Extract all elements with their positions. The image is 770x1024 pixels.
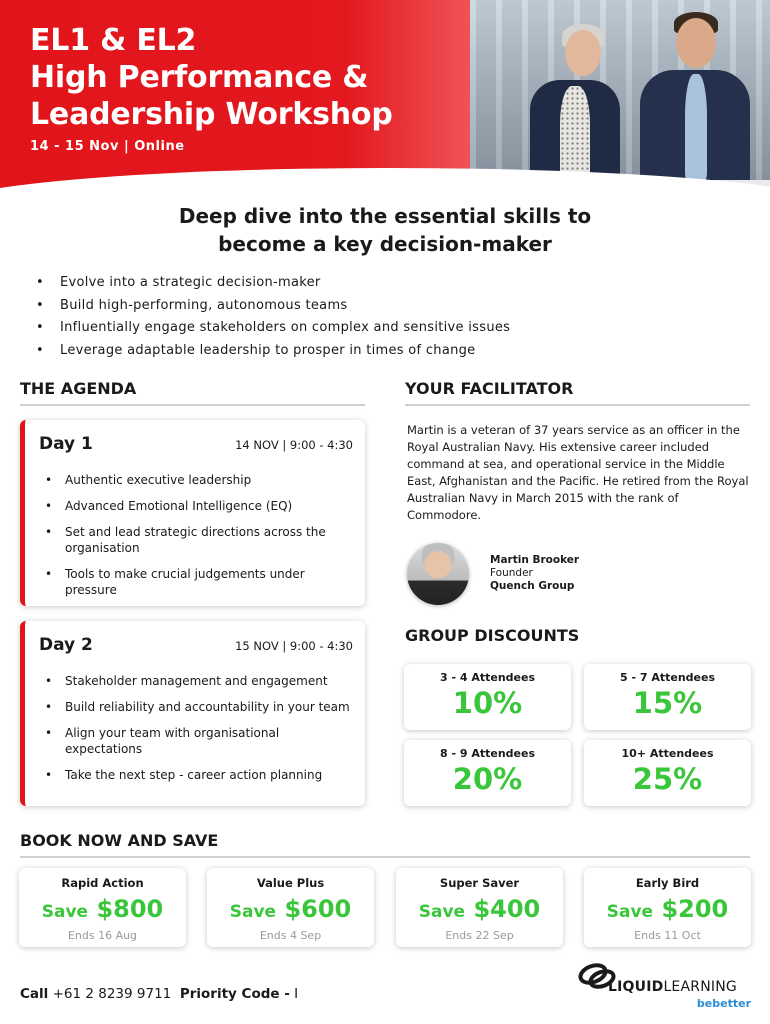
booking-deadline: Ends 11 Oct (634, 929, 701, 942)
phone-link[interactable]: +61 2 8239 9711 (52, 986, 172, 1002)
booking-saving: Save $800 (41, 895, 164, 923)
discount-value: 10% (452, 686, 523, 720)
day-2-card (20, 621, 365, 806)
list-item: • Align your team with organisational expectations (45, 725, 355, 757)
list-item: • Advanced Emotional Intelligence (EQ) (45, 498, 355, 514)
facilitator-photo (407, 543, 469, 605)
discount-tier (584, 740, 751, 806)
list-item: • Take the next step - career action planning (45, 767, 355, 783)
booking-deadline: Ends 16 Aug (67, 929, 138, 942)
agenda-heading: THE AGENDA (20, 379, 365, 406)
discount-label: 10+ Attendees (621, 747, 714, 760)
day-title: Day 2 (39, 635, 93, 655)
booking-deadline: Ends 4 Sep (259, 929, 322, 942)
list-item: • Stakeholder management and engagement (45, 673, 355, 689)
discount-label: 8 - 9 Attendees (439, 747, 536, 760)
discount-value: 25% (632, 762, 703, 796)
page-title: EL1 & EL2 High Performance & Leadership Workshop (30, 23, 393, 132)
booking-option[interactable] (584, 868, 751, 947)
facilitator-heading: YOUR FACILITATOR (405, 379, 750, 406)
booking-label: Super Saver (439, 876, 520, 890)
day-date: 15 NOV | 9:00 - 4:30 (235, 639, 353, 653)
discount-label: 5 - 7 Attendees (619, 671, 716, 684)
discount-tier (404, 664, 571, 730)
facilitator-organisation: Quench Group (490, 580, 575, 592)
list-item: • Influentially engage stakeholders on complex and sensitive issues (36, 317, 510, 340)
benefit-list (36, 272, 510, 362)
hero-banner (0, 0, 770, 190)
facilitator-name: Martin Brooker (490, 554, 580, 566)
booking-label: Value Plus (256, 876, 325, 890)
discount-tier (584, 664, 751, 730)
booking-option[interactable] (396, 868, 563, 947)
booking-saving: Save $200 (606, 895, 729, 923)
day-date: 14 NOV | 9:00 - 4:30 (235, 438, 353, 452)
session-list (45, 673, 355, 793)
session-list (45, 472, 355, 608)
list-item: • Build reliability and accountability in your team (45, 699, 355, 715)
list-item: • Set and lead strategic directions across the organisation (45, 524, 355, 556)
facilitator-bio: Martin is a veteran of 37 years service as an officer in the Royal Australian Navy. His extensive career included command at sea, and operational service in the Middle East, Afghanistan and the Pacific. He retired from the Royal Australian Navy in March 2015 with the rank of Commodore. (407, 423, 749, 522)
list-item: • Build high-performing, autonomous teams (36, 295, 510, 318)
booking-option[interactable] (19, 868, 186, 947)
discounts-heading: GROUP DISCOUNTS (405, 626, 580, 645)
booking-option[interactable] (207, 868, 374, 947)
headline: Deep dive into the essential skills to become a key decision-maker (178, 204, 592, 256)
discount-value: 15% (632, 686, 703, 720)
list-item: • Evolve into a strategic decision-maker (36, 272, 510, 295)
booking-heading: BOOK NOW AND SAVE (20, 831, 750, 858)
day-title: Day 1 (39, 434, 93, 454)
day-1-card (20, 420, 365, 606)
booking-deadline: Ends 22 Sep (445, 929, 514, 942)
booking-saving: Save $600 (229, 895, 352, 923)
booking-label: Rapid Action (61, 876, 144, 890)
discount-tier (404, 740, 571, 806)
booking-label: Early Bird (635, 876, 700, 890)
facilitator-role: Founder (490, 567, 533, 579)
list-item: • Leverage adaptable leadership to prosper in times of change (36, 340, 510, 363)
discount-value: 20% (452, 762, 523, 796)
event-dates: 14 - 15 Nov | Online (30, 139, 185, 154)
list-item: • Authentic executive leadership (45, 472, 355, 488)
contact-line: Call +61 2 8239 9711 Priority Code - I (20, 986, 299, 1002)
company-logo: LIQUIDLEARNING bebetter (578, 962, 753, 1012)
priority-code: I (294, 986, 299, 1002)
list-item: • Tools to make crucial judgements under pressure (45, 566, 355, 598)
booking-saving: Save $400 (418, 895, 541, 923)
discount-label: 3 - 4 Attendees (439, 671, 536, 684)
